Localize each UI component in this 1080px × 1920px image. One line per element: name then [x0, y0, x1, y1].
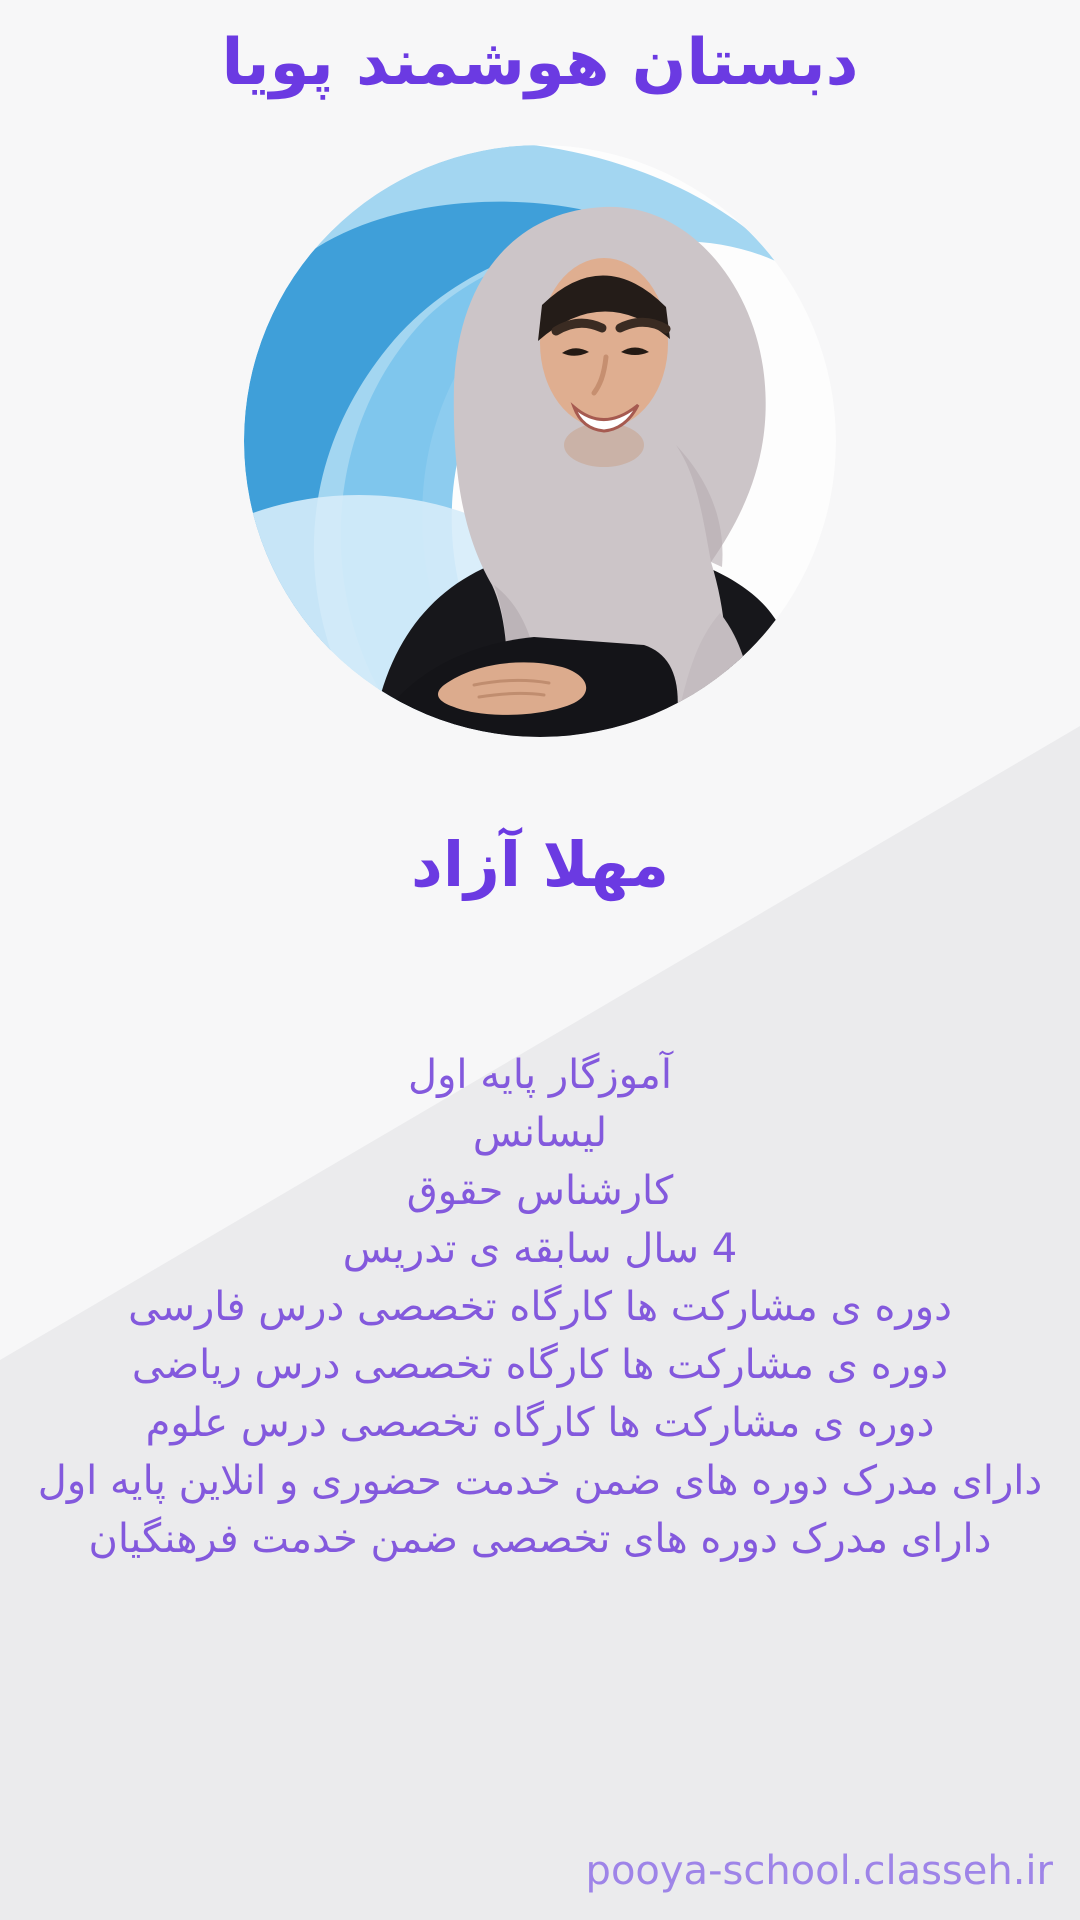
qualification-line: آموزگار پایه اول: [408, 1052, 672, 1098]
qualification-line: دارای مدرک دوره های تخصصی ضمن خدمت فرهنگیان: [88, 1516, 992, 1562]
teacher-portrait-illustration: [244, 145, 836, 737]
qualification-line: دوره ی مشارکت ها کارگاه تخصصی درس ریاضی: [131, 1342, 949, 1388]
footer-url-link[interactable]: pooya-school.classeh.ir: [585, 1848, 1053, 1894]
qualification-line: دارای مدرک دوره های ضمن خدمت حضوری و انلاین پایه اول: [37, 1458, 1043, 1504]
qualification-line: دوره ی مشارکت ها کارگاه تخصصی درس علوم: [145, 1400, 935, 1446]
teacher-photo: [244, 145, 836, 737]
school-title: دبستان هوشمند پویا: [221, 26, 859, 100]
qualification-line: دوره ی مشارکت ها کارگاه تخصصی درس فارسی: [128, 1284, 952, 1330]
qualifications-list: [0, 1046, 1080, 1568]
qualification-line: لیسانس: [472, 1110, 608, 1156]
qualification-line: کارشناس حقوق: [406, 1168, 674, 1214]
teacher-name: مهلا آزاد: [411, 828, 669, 901]
qualification-line: 4 سال سابقه ی تدریس: [342, 1226, 738, 1272]
